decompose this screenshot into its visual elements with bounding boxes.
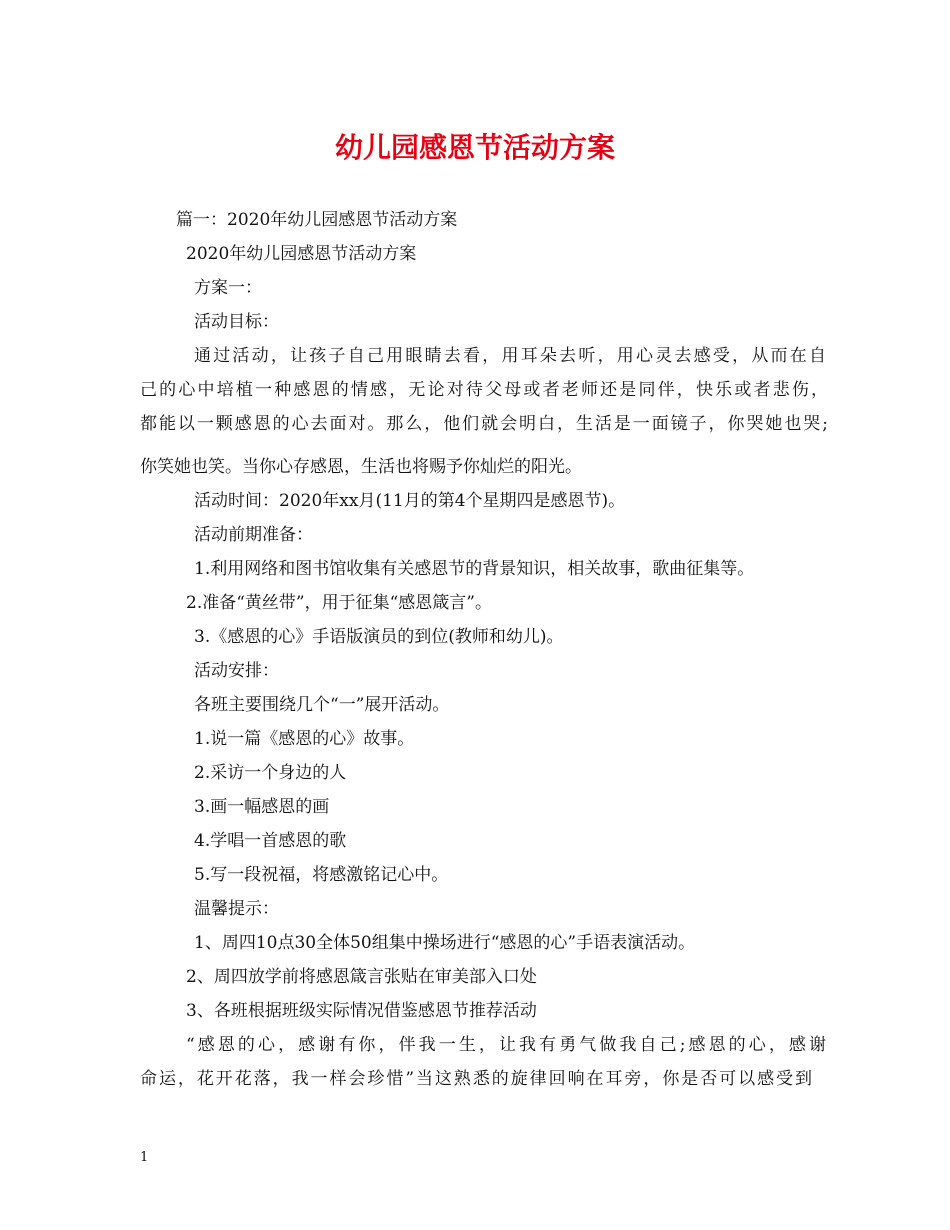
text-line: 活动目标： [194, 312, 279, 332]
text-line: 1、周四10点30全体50组集中操场进行“感恩的心”手语表演活动。 [194, 933, 696, 953]
text-line: 都能以一颗感恩的心去面对。那么，他们就会明白，生活是一面镜子，你哭她也哭; [140, 414, 828, 434]
text-line: 3、各班根据班级实际情况借鉴感恩节推荐活动 [186, 1001, 537, 1021]
text-line: 活动前期准备： [194, 525, 313, 545]
text-line: 1.说一篇《感恩的心》故事。 [194, 729, 415, 749]
text-line: “感恩的心，感谢有你，伴我一生，让我有勇气做我自己;感恩的心，感谢 [186, 1035, 826, 1055]
text-line: 2、周四放学前将感恩箴言张贴在审美部入口处 [186, 967, 537, 987]
text-line: 温馨提示： [194, 899, 279, 919]
text-line: 2.准备“黄丝带”，用于征集“感恩箴言”。 [186, 593, 492, 613]
text-line: 4.学唱一首感恩的歌 [194, 831, 347, 851]
text-line: 方案一： [194, 278, 262, 298]
text-line: 活动安排： [194, 661, 279, 681]
text-line: 2020年幼儿园感恩节活动方案 [186, 244, 417, 264]
text-line: 篇一：2020年幼儿园感恩节活动方案 [176, 210, 458, 230]
text-line: 活动时间：2020年xx月(11月的第4个星期四是感恩节)。 [194, 491, 626, 511]
text-line: 5.写一段祝福，将感激铭记心中。 [194, 865, 449, 885]
text-line: 各班主要围绕几个“一”展开活动。 [194, 695, 450, 715]
document-title: 幼儿园感恩节活动方案 [334, 131, 615, 164]
text-line: 己的心中培植一种感恩的情感，无论对待父母或者老师还是同伴，快乐或者悲伤， [140, 380, 828, 400]
page-number: 1 [140, 1150, 149, 1165]
text-line: 3.画一幅感恩的画 [194, 797, 330, 817]
text-line: 3.《感恩的心》手语版演员的到位(教师和幼儿)。 [194, 627, 564, 647]
text-line: 命运，花开花落，我一样会珍惜”当这熟悉的旋律回响在耳旁，你是否可以感受到 [140, 1069, 812, 1089]
text-line: 你笑她也笑。当你心存感恩，生活也将赐予你灿烂的阳光。 [140, 457, 582, 477]
text-line: 通过活动，让孩子自己用眼睛去看，用耳朵去听，用心灵去感受，从而在自 [194, 346, 826, 366]
text-line: 2.采访一个身边的人 [194, 763, 347, 783]
text-line: 1.利用网络和图书馆收集有关感恩节的背景知识，相关故事，歌曲征集等。 [194, 559, 755, 579]
